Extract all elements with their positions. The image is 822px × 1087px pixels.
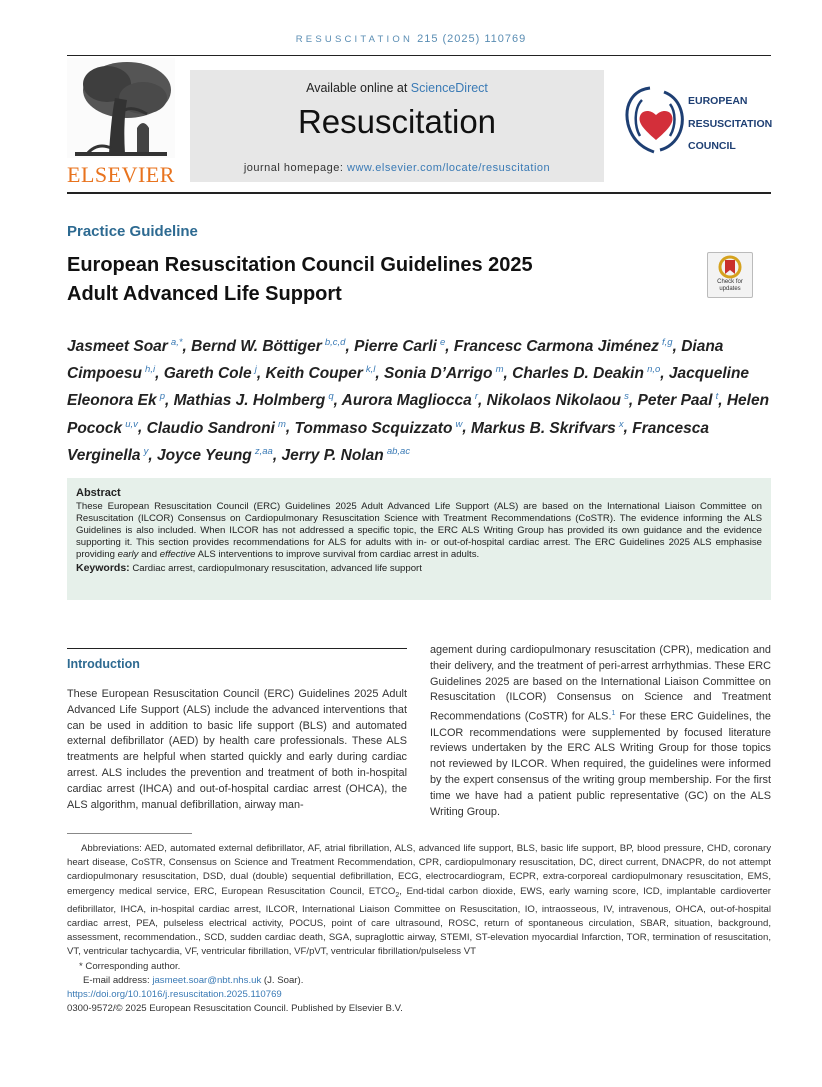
author-name: Bernd W. Böttiger [191, 338, 322, 356]
journal-title: Resuscitation [297, 103, 497, 140]
author [147, 420, 286, 437]
author-name: Keith Couper [265, 365, 363, 383]
author-affiliation[interactable]: a,* [170, 337, 183, 348]
author-name: Gareth Cole [163, 365, 252, 383]
author [354, 338, 445, 355]
author [487, 392, 629, 409]
check-for-updates-badge[interactable] [707, 252, 753, 298]
running-head-citation: 215 (2025) 110769 [417, 33, 527, 45]
author-affiliation[interactable]: t [715, 391, 719, 403]
author-affiliation[interactable]: p [159, 391, 165, 403]
author [164, 365, 257, 382]
author-affiliation[interactable]: b,c,d [324, 337, 346, 348]
author-affiliation[interactable]: z,aa [254, 445, 273, 457]
erc-logo-line1: EUROPEAN [688, 95, 748, 107]
abstract-text: These European Resuscitation Council (ERC) Guidelines 2025 Adult Advanced Life Support (ALS) are based on the International Liaison Committee on Resuscitation (ILCOR) Consensus on Cardiopulmonary Resuscitation Science with Treatment Recommendations (CoSTR). The evidence informing the ALS Guidelines is also included. When ILCOR has not addressed a specific topic, the ERC ALS Writing Group has provided its own guidance and the evidence supporting it. This section provides recommendations for ALS for adults with in- or out-of-hospital cardiac arrest. The ERC Guidelines 2025 ALS emphasise providing early and effective ALS interventions to improve survival from cardiac arrest in adults. [76, 501, 762, 561]
author-name: Aurora Magliocca [341, 392, 472, 410]
author-name: Peter Paal [637, 392, 713, 410]
author [67, 338, 183, 355]
author [281, 447, 410, 464]
introduction-heading: Introduction [67, 657, 140, 671]
author-affiliation[interactable]: w [455, 418, 463, 430]
homepage-link[interactable]: www.elsevier.com/locate/resuscitation [347, 162, 551, 174]
homepage-prefix: journal homepage: [243, 162, 348, 174]
running-head [0, 33, 822, 45]
author-name: Markus B. Skrifvars [471, 419, 616, 437]
author [191, 338, 345, 355]
author-affiliation[interactable]: h,i [145, 364, 156, 376]
author-affiliation[interactable]: m [495, 364, 504, 376]
author-affiliation[interactable]: e [439, 337, 446, 348]
author-name: Diana Cimpoesu [67, 338, 724, 383]
bookmark-icon [708, 253, 752, 279]
article-title-line2: Adult Advanced Life Support [67, 283, 342, 305]
author-affiliation[interactable]: n,o [647, 364, 661, 376]
abbreviations-footnote: Abbreviations: AED, automated external defibrillator, AF, atrial fibrillation, ALS, advanced life support, BLS, basic life support, BP, blood pressure, CHD, coronary heart disease, CoSTR, Consensus on Science and Treatment Recommendation, CPR, cardiopulmonary resuscitation, DC, direct current, DNACPR, do not attempt cardiopulmonary resuscitation, DSD, dual (double) sequential defibrillation, ECG, electrocardiogram, ECPR, extra-corporeal cardiopulmonary resuscitation, EMS, emergency medical service, ERC, European Resuscitation Council, $ETCO_2$, End-tidal carbon dioxide, EWS, early warning score, ICD, implantable cardioverter defibrillator, IHCA, in-hospital cardiac arrest, ILCOR, International Liaison Committee on Resuscitation, IO, intraosseous, IV, intravenous, OHCA, out-of-hospital cardiac arrest, PEA, pulseless electrical activity, POCUS, point of care ultrasound, ROSC, return of spontaneous circulation, SBAR, situation, background, assessment, recommendation., SCD, sudden cardiac death, SGA, supraglottic airway, STEMI, ST-elevation myocardial Infarction, TOR, termination of resuscitation, VT, ventricular tachycardia, VF, ventricular fibrillation, VF/pVT, ventricular fibrillation/pulseless VT [67, 843, 771, 958]
article-type: Practice Guideline [67, 223, 198, 240]
article-title [67, 251, 687, 309]
author-name: Pierre Carli [354, 338, 437, 356]
author [471, 420, 624, 437]
running-head-journal: RESUSCITATION [295, 34, 414, 45]
erc-logo-line3: COUNCIL [688, 140, 736, 152]
author-name: Claudio Sandroni [146, 419, 275, 437]
author-name: Charles D. Deakin [512, 365, 644, 383]
author [342, 392, 478, 409]
author-list: Jasmeet Soar $^{a,*}$, Bernd W. Böttiger $^{b,c,d}$, Pierre Carli $^e$, Francesc Carmona Jiménez $^{f,g}$, Diana Cimpoesu $^{h,i}$, Gareth Cole $^j$, Keith Couper $^{k,l}$, Sonia D’Arrigo $^m$, Charles D. Deakin $^{n,o}$, Jacqueline Eleonora Ek $^p$, Mathias J. Holmberg $^q$, Aurora Magliocca $^r$, Nikolaos Nikolaou $^s$, Peter Paal $^t$, Helen Pocock $^{u,v}$, Claudio Sandroni $^m$, Tommaso Scquizzato $^w$, Markus B. Skrifvars $^x$, Francesca Verginella $^y$, Joyce Yeung $^{z,aa}$, Jerry P. Nolan $^{ab,ac}$ [67, 337, 770, 464]
author-name: Tommaso Scquizzato [294, 419, 453, 437]
abstract-heading: Abstract [76, 487, 121, 499]
author [638, 392, 719, 409]
erc-heart-logo [620, 80, 690, 156]
email-footnote: E-mail address: jasmeet.soar@nbt.nhs.uk (J. Soar). [83, 974, 304, 986]
introduction-column-left: These European Resuscitation Council (ERC) Guidelines 2025 Adult Advanced Life Support (ALS) include the advanced interventions that can be used in addition to basic life support (BLS) and automated external defibrillator (AED) by health care professionals. These ALS treatments are helpful when started quickly and early during cardiac arrest. ALS includes the prevention and treatment of both in-hospital cardiac arrest (IHCA) and out-of-hospital cardiac arrest (OHCA), the ALS algorithm, manual defibrillation, airway man- [67, 688, 407, 811]
author-name: Jasmeet Soar [67, 338, 168, 356]
abstract-box [67, 478, 771, 600]
footnotes [67, 842, 771, 1016]
author-name: Jacqueline Eleonora Ek [67, 365, 750, 410]
author-affiliation[interactable]: u,v [125, 418, 138, 430]
author-affiliation[interactable]: ab,ac [386, 445, 411, 457]
author [454, 338, 673, 355]
footnote-rule [67, 833, 192, 834]
author-affiliation[interactable]: x [618, 418, 624, 430]
author-name: Jerry P. Nolan [281, 446, 384, 464]
author-name: Helen Pocock [67, 392, 770, 437]
article-title-line1: European Resuscitation Council Guidelines 2025 [67, 254, 533, 276]
elsevier-wordmark: ELSEVIER [67, 162, 175, 187]
author [265, 365, 375, 382]
doi-link[interactable]: https://doi.org/10.1016/j.resuscitation.2025.110769 [67, 988, 282, 1000]
author [384, 365, 504, 382]
author [157, 447, 273, 464]
journal-banner [190, 70, 604, 182]
author [295, 420, 463, 437]
check-for-updates-label: Check for updates [717, 279, 743, 292]
journal-homepage [190, 162, 604, 174]
author-affiliation[interactable]: f,g [662, 337, 673, 348]
author-affiliation[interactable]: q [328, 391, 334, 403]
reference-1[interactable]: 1 [611, 710, 616, 718]
header-rule [67, 55, 771, 56]
sciencedirect-link[interactable]: ScienceDirect [410, 81, 488, 95]
abstract-emphasis-effective: effective [159, 549, 196, 561]
keywords-text: Cardiac arrest, cardiopulmonary resuscitation, advanced life support [129, 563, 422, 575]
erc-logo-text [688, 90, 778, 158]
author-affiliation[interactable]: r [474, 391, 479, 403]
author-name: Mathias J. Holmberg [173, 392, 326, 410]
author-name: Joyce Yeung [157, 446, 252, 464]
author-affiliation[interactable]: m [277, 418, 286, 430]
erc-logo-line2: RESUSCITATION [688, 117, 773, 130]
author-name: Nikolaos Nikolaou [486, 392, 622, 410]
author-name: Francesca Verginella [67, 419, 709, 464]
author-affiliation[interactable]: k,l [365, 364, 376, 376]
corresponding-author: * Corresponding author. [79, 960, 181, 972]
email-link[interactable]: jasmeet.soar@nbt.nhs.uk [152, 974, 262, 986]
author-affiliation[interactable]: j [254, 364, 257, 376]
author-affiliation[interactable]: y [143, 445, 149, 457]
available-prefix: Available online at [306, 81, 411, 95]
abstract-emphasis-early: early [117, 549, 139, 561]
author [512, 365, 660, 382]
author [174, 392, 334, 409]
masthead-rule [67, 192, 771, 194]
keywords-label: Keywords: [76, 562, 130, 575]
author-affiliation[interactable]: s [624, 391, 629, 403]
available-online [190, 81, 604, 95]
keywords [76, 562, 762, 574]
section-rule [67, 648, 407, 649]
introduction-column-right: agement during cardiopulmonary resuscitation (CPR), medication and their delivery, and the treatment of peri-arrest arrhythmias. These ERC Guidelines 2025 are based on the International Liaison Committee on Resuscitation (ILCOR) Consensus on Science and Treatment Recommendations (CoSTR) for ALS.$^1$ For these ERC Guidelines, the ILCOR recommendations were supplemented by focused literature reviews undertaken by the ERC ALS Writing Group for those topics not reviewed by ILCOR. When required, the guidelines were informed by the expert consensus of the writing group membership. For the first time we have had a patient public representative (GC) on the ALS Writing Group. [430, 644, 771, 818]
author-name: Sonia D’Arrigo [383, 365, 493, 383]
author-name: Francesc Carmona Jiménez [453, 338, 659, 356]
copyright-line: 0300-9572/© 2025 European Resuscitation Council. Published by Elsevier B.V. [67, 1003, 403, 1015]
